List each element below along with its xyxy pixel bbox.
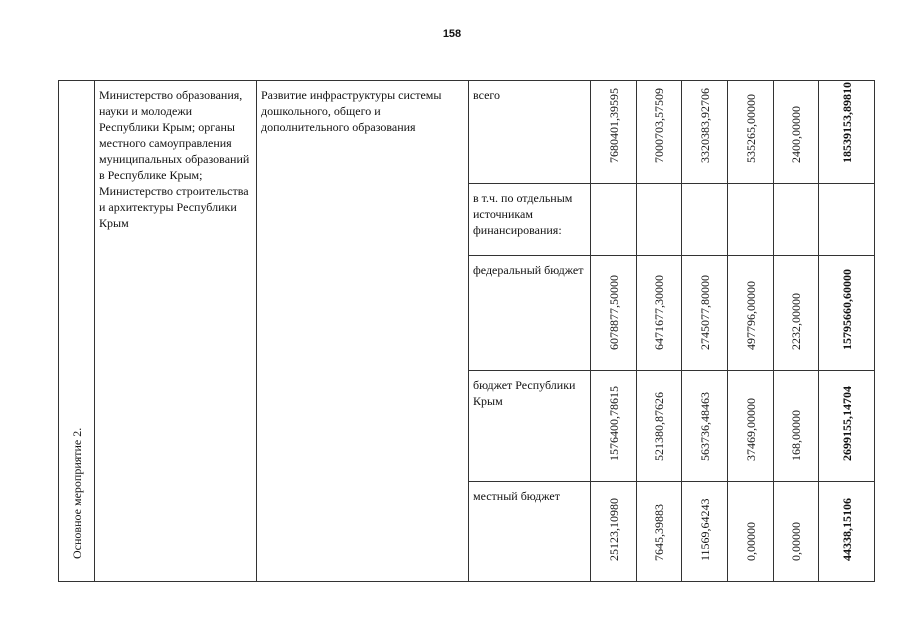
total-value: 15795660,60000 [839,269,854,350]
value: 37469,00000 [743,398,758,461]
value-cell [591,184,637,256]
value-cell [637,482,682,582]
value-cell [591,371,637,482]
value-cell [682,256,728,371]
value: 2745077,80000 [697,275,712,350]
value-cell [637,256,682,371]
value-cell [728,81,774,184]
responsible-cell: Министерство образования, науки и молодежи Республики Крым; органы местного самоуправления муниципальных образований в Республике Крым; Министерство строительства и архитектуры Республики Крым [95,81,257,582]
total-cell [819,184,875,256]
total-value: 18539153,89810 [839,82,854,163]
value: 3320383,92706 [697,88,712,163]
total-cell [819,81,875,184]
row-label: местный бюджет [469,482,591,582]
row-label: федеральный бюджет [469,256,591,371]
value: 2232,00000 [789,293,803,350]
total-cell [819,482,875,582]
value-cell [591,482,637,582]
value-cell [682,371,728,482]
value-cell [682,482,728,582]
description-cell: Развитие инфраструктуры системы дошкольного, общего и дополнительного образования [257,81,469,582]
value-cell [774,81,819,184]
value: 11569,64243 [697,498,712,561]
total-value: 44338,15106 [839,498,854,561]
row-label: в т.ч. по отдельным источникам финансирования: [469,184,591,256]
value-cell [637,184,682,256]
value: 168,00000 [789,410,803,461]
value-cell [774,482,819,582]
total-cell [819,256,875,371]
value-cell [728,256,774,371]
value-cell [637,81,682,184]
value: 7680401,39595 [606,88,621,163]
value-cell [682,184,728,256]
value: 6471677,30000 [652,275,666,350]
value-cell [637,371,682,482]
page-number: 158 [442,28,462,40]
value-cell [728,371,774,482]
value: 563736,48463 [697,392,712,461]
value-cell [774,256,819,371]
value: 6078877,50000 [606,275,621,350]
value: 25123,10980 [606,498,621,561]
value-cell [774,371,819,482]
value: 7645,39883 [652,504,666,561]
funding-table [58,80,875,582]
total-value: 2699155,14704 [839,386,854,461]
value-cell [728,184,774,256]
value: 521380,87626 [652,392,666,461]
value-cell [591,81,637,184]
value-cell [774,184,819,256]
value: 2400,00000 [789,106,803,163]
value: 535265,00000 [743,94,758,163]
event-title: Основное мероприятие 2. [69,427,84,559]
event-cell [59,81,95,582]
value-cell [591,256,637,371]
value: 0,00000 [743,522,758,561]
value: 497796,00000 [743,281,758,350]
row-label: всего [469,81,591,184]
value-cell [682,81,728,184]
value: 7000703,57509 [652,88,666,163]
value: 1576400,78615 [606,386,621,461]
row-label: бюджет Республики Крым [469,371,591,482]
table-row [59,81,875,184]
value-cell [728,482,774,582]
total-cell [819,371,875,482]
value: 0,00000 [789,522,803,561]
